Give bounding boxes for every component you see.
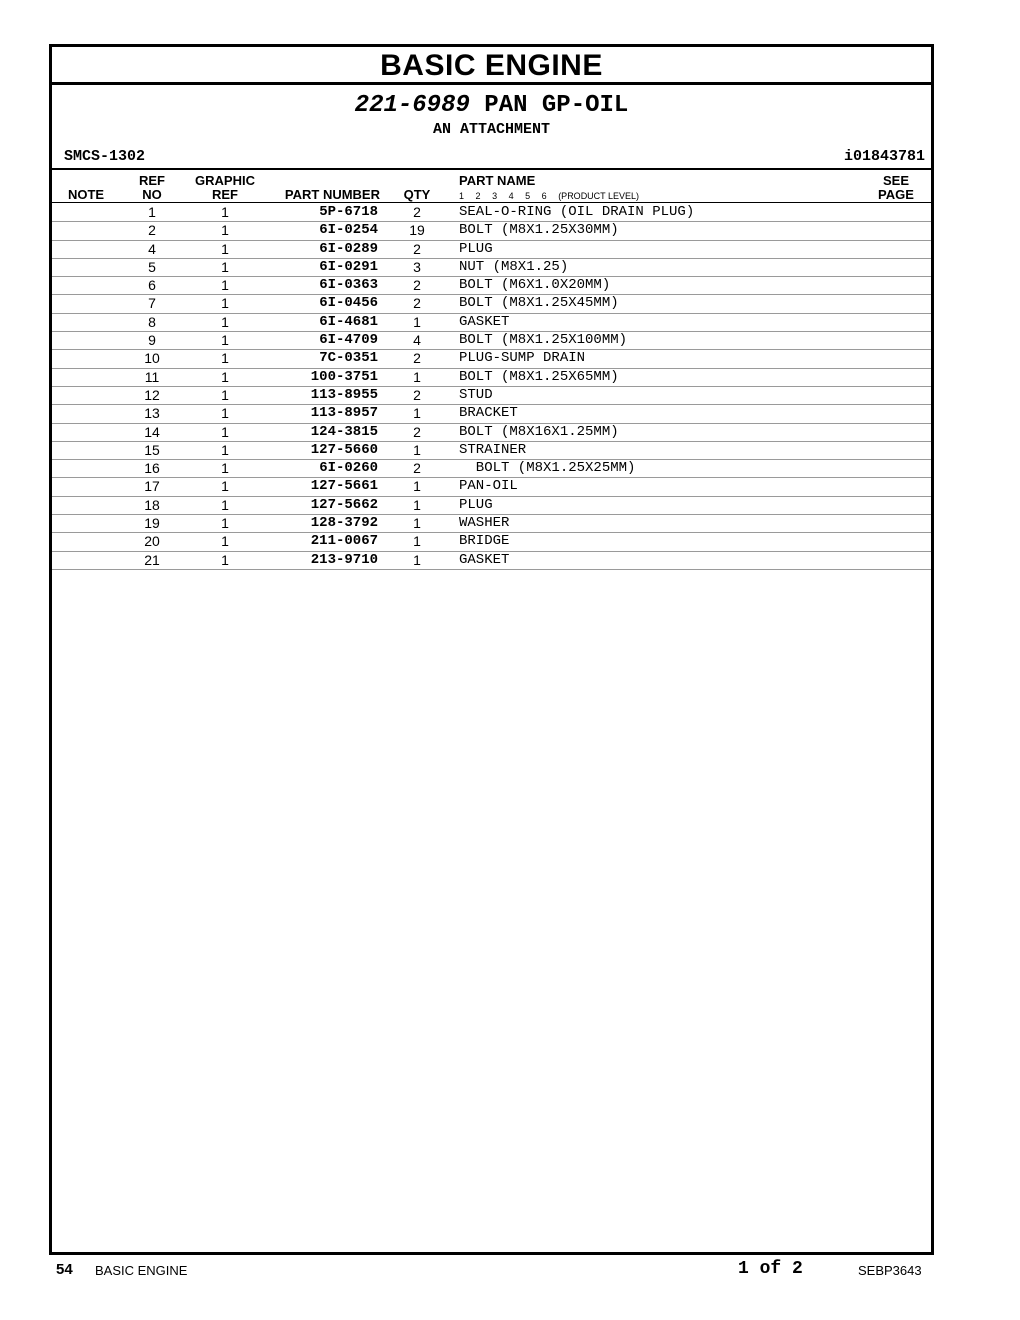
ref-no-cell: 8 <box>148 313 156 330</box>
qty-cell: 1 <box>413 496 421 513</box>
part-name-cell: BRIDGE <box>459 533 510 550</box>
part-name-cell: GASKET <box>459 313 510 330</box>
qty-cell: 1 <box>413 368 421 385</box>
header-see-page-top: SEE <box>882 173 909 188</box>
ref-no-cell: 19 <box>144 515 160 532</box>
group-number: 221-6989 <box>354 92 470 119</box>
header-see-page-bottom: PAGE <box>878 187 914 202</box>
table-row <box>52 552 931 570</box>
product-level-2: 2 <box>475 191 481 201</box>
ref-no-cell: 12 <box>144 386 160 403</box>
part-number-cell: 6I-0260 <box>319 460 378 477</box>
qty-cell: 2 <box>413 204 421 220</box>
part-number-cell: 6I-0363 <box>319 277 378 294</box>
header-part-number: PART NUMBER <box>284 187 380 202</box>
part-number-cell: 7C-0351 <box>319 350 378 367</box>
table-row <box>52 259 931 277</box>
qty-cell: 1 <box>413 441 421 458</box>
table-row <box>52 497 931 515</box>
qty-cell: 1 <box>413 551 421 568</box>
product-level-3: 3 <box>492 191 498 201</box>
part-name-cell: STUD <box>459 386 493 403</box>
header-part-name: PART NAME <box>459 173 536 188</box>
part-number-cell: 6I-4681 <box>319 313 378 330</box>
ref-no-cell: 13 <box>144 405 160 422</box>
table-row <box>52 533 931 551</box>
part-number-cell: 100-3751 <box>310 368 378 385</box>
part-number-cell: 6I-0254 <box>319 222 378 239</box>
qty-cell: 2 <box>413 460 421 477</box>
graphic-ref-cell: 1 <box>221 258 229 275</box>
graphic-ref-cell: 1 <box>221 386 229 403</box>
ref-no-cell: 10 <box>144 350 160 367</box>
table-row <box>52 277 931 295</box>
part-name-cell: BOLT (M8X1.25X100MM) <box>459 332 628 349</box>
footer-section: BASIC ENGINE <box>95 1263 188 1278</box>
graphic-ref-cell: 1 <box>221 295 229 312</box>
part-number-cell: 211-0067 <box>310 533 378 550</box>
ref-no-cell: 11 <box>144 368 160 385</box>
part-name-cell: GASKET <box>459 551 510 568</box>
table-row <box>52 314 931 332</box>
header-ref-no-bottom: NO <box>142 187 162 202</box>
ref-no-cell: 16 <box>144 460 160 477</box>
part-number-cell: 6I-0289 <box>319 240 378 257</box>
header-ref-no-top: REF <box>139 173 165 188</box>
footer-document-number: SEBP3643 <box>858 1263 922 1278</box>
table-row <box>52 478 931 496</box>
table-row <box>52 442 931 460</box>
ref-no-cell: 1 <box>148 204 156 220</box>
footer-page-number: 54 <box>56 1261 73 1278</box>
header-see-page <box>866 174 926 202</box>
group-title <box>52 92 931 120</box>
header-graphic-ref-bottom: REF <box>212 187 238 202</box>
section-title: BASIC ENGINE <box>52 47 931 85</box>
graphic-ref-cell: 1 <box>221 515 229 532</box>
part-number-cell: 113-8957 <box>310 405 378 422</box>
parts-page-frame <box>49 44 934 1255</box>
graphic-ref-cell: 1 <box>221 533 229 550</box>
table-row <box>52 241 931 259</box>
part-number-cell: 127-5661 <box>310 478 378 495</box>
table-row <box>52 204 931 222</box>
qty-cell: 3 <box>413 258 421 275</box>
ref-no-cell: 7 <box>148 295 156 312</box>
ref-no-cell: 18 <box>144 496 160 513</box>
parts-table <box>52 204 931 570</box>
product-level-6: 6 <box>541 191 547 201</box>
qty-cell: 2 <box>413 423 421 440</box>
part-number-cell: 128-3792 <box>310 515 378 532</box>
qty-cell: 2 <box>413 295 421 312</box>
ref-no-cell: 5 <box>148 258 156 275</box>
qty-cell: 2 <box>413 350 421 367</box>
ref-no-cell: 15 <box>144 441 160 458</box>
graphic-ref-cell: 1 <box>221 551 229 568</box>
ref-no-cell: 2 <box>148 222 156 239</box>
part-name-cell: NUT (M8X1.25) <box>459 258 569 275</box>
part-number-cell: 124-3815 <box>310 423 378 440</box>
part-number-cell: 6I-0456 <box>319 295 378 312</box>
qty-cell: 1 <box>413 405 421 422</box>
part-name-cell: STRAINER <box>459 441 527 458</box>
header-ref-no <box>122 174 182 202</box>
part-number-cell: 6I-4709 <box>319 332 378 349</box>
part-name-cell: PLUG <box>459 496 493 513</box>
product-level-label: (PRODUCT LEVEL) <box>558 191 640 201</box>
table-row <box>52 405 931 423</box>
qty-cell: 19 <box>409 222 425 239</box>
ref-no-cell: 4 <box>148 240 156 257</box>
graphic-ref-cell: 1 <box>221 460 229 477</box>
part-number-cell: 6I-0291 <box>319 258 378 275</box>
ref-no-cell: 14 <box>144 423 160 440</box>
graphic-ref-cell: 1 <box>221 441 229 458</box>
table-row <box>52 295 931 313</box>
table-row <box>52 369 931 387</box>
graphic-ref-cell: 1 <box>221 478 229 495</box>
ref-no-cell: 21 <box>144 551 160 568</box>
qty-cell: 2 <box>413 386 421 403</box>
part-name-cell: BOLT (M8X1.25X25MM) <box>459 460 636 477</box>
header-product-levels <box>459 191 648 201</box>
graphic-ref-cell: 1 <box>221 332 229 349</box>
qty-cell: 1 <box>413 478 421 495</box>
qty-cell: 4 <box>413 332 421 349</box>
graphic-ref-cell: 1 <box>221 368 229 385</box>
part-number-cell: 213-9710 <box>310 551 378 568</box>
table-row <box>52 332 931 350</box>
qty-cell: 2 <box>413 277 421 294</box>
group-subtitle: AN ATTACHMENT <box>432 121 551 138</box>
table-row <box>52 460 931 478</box>
part-name-cell: BOLT (M8X16X1.25MM) <box>459 423 619 440</box>
header-graphic-ref-top: GRAPHIC <box>195 173 255 188</box>
ref-no-cell: 17 <box>144 478 160 495</box>
ref-no-cell: 6 <box>148 277 156 294</box>
graphic-ref-cell: 1 <box>221 204 229 220</box>
graphic-ref-cell: 1 <box>221 423 229 440</box>
group-name: PAN GP-OIL <box>484 92 629 119</box>
part-name-cell: PAN-OIL <box>459 478 518 495</box>
header-graphic-ref <box>185 174 265 202</box>
illustration-id: i01843781 <box>843 148 925 165</box>
smcs-code: SMCS-1302 <box>64 148 146 165</box>
part-name-cell: BRACKET <box>459 405 518 422</box>
part-name-cell: SEAL-O-RING (OIL DRAIN PLUG) <box>459 204 695 220</box>
table-row <box>52 350 931 368</box>
product-level-4: 4 <box>508 191 514 201</box>
graphic-ref-cell: 1 <box>221 405 229 422</box>
table-row <box>52 424 931 442</box>
product-level-5: 5 <box>525 191 531 201</box>
graphic-ref-cell: 1 <box>221 222 229 239</box>
header-note: NOTE <box>67 187 105 202</box>
graphic-ref-cell: 1 <box>221 496 229 513</box>
part-number-cell: 113-8955 <box>310 386 378 403</box>
footer-page-of: 1 of 2 <box>738 1259 803 1279</box>
ref-no-cell: 9 <box>148 332 156 349</box>
part-name-cell: PLUG-SUMP DRAIN <box>459 350 586 367</box>
graphic-ref-cell: 1 <box>221 350 229 367</box>
header-qty: QTY <box>403 187 431 202</box>
table-row <box>52 222 931 240</box>
table-row <box>52 515 931 533</box>
ref-no-cell: 20 <box>144 533 160 550</box>
part-number-cell: 5P-6718 <box>319 204 378 220</box>
part-number-cell: 127-5660 <box>310 441 378 458</box>
qty-cell: 1 <box>413 515 421 532</box>
part-name-cell: PLUG <box>459 240 493 257</box>
part-name-cell: BOLT (M6X1.0X20MM) <box>459 277 611 294</box>
graphic-ref-cell: 1 <box>221 277 229 294</box>
part-name-cell: BOLT (M8X1.25X65MM) <box>459 368 619 385</box>
header-bottom-divider <box>52 202 931 203</box>
part-number-cell: 127-5662 <box>310 496 378 513</box>
part-name-cell: WASHER <box>459 515 510 532</box>
graphic-ref-cell: 1 <box>221 313 229 330</box>
qty-cell: 1 <box>413 533 421 550</box>
header-divider <box>52 168 931 170</box>
graphic-ref-cell: 1 <box>221 240 229 257</box>
product-level-1: 1 <box>459 191 465 201</box>
qty-cell: 2 <box>413 240 421 257</box>
qty-cell: 1 <box>413 313 421 330</box>
part-name-cell: BOLT (M8X1.25X30MM) <box>459 222 619 239</box>
part-name-cell: BOLT (M8X1.25X45MM) <box>459 295 619 312</box>
table-row <box>52 387 931 405</box>
